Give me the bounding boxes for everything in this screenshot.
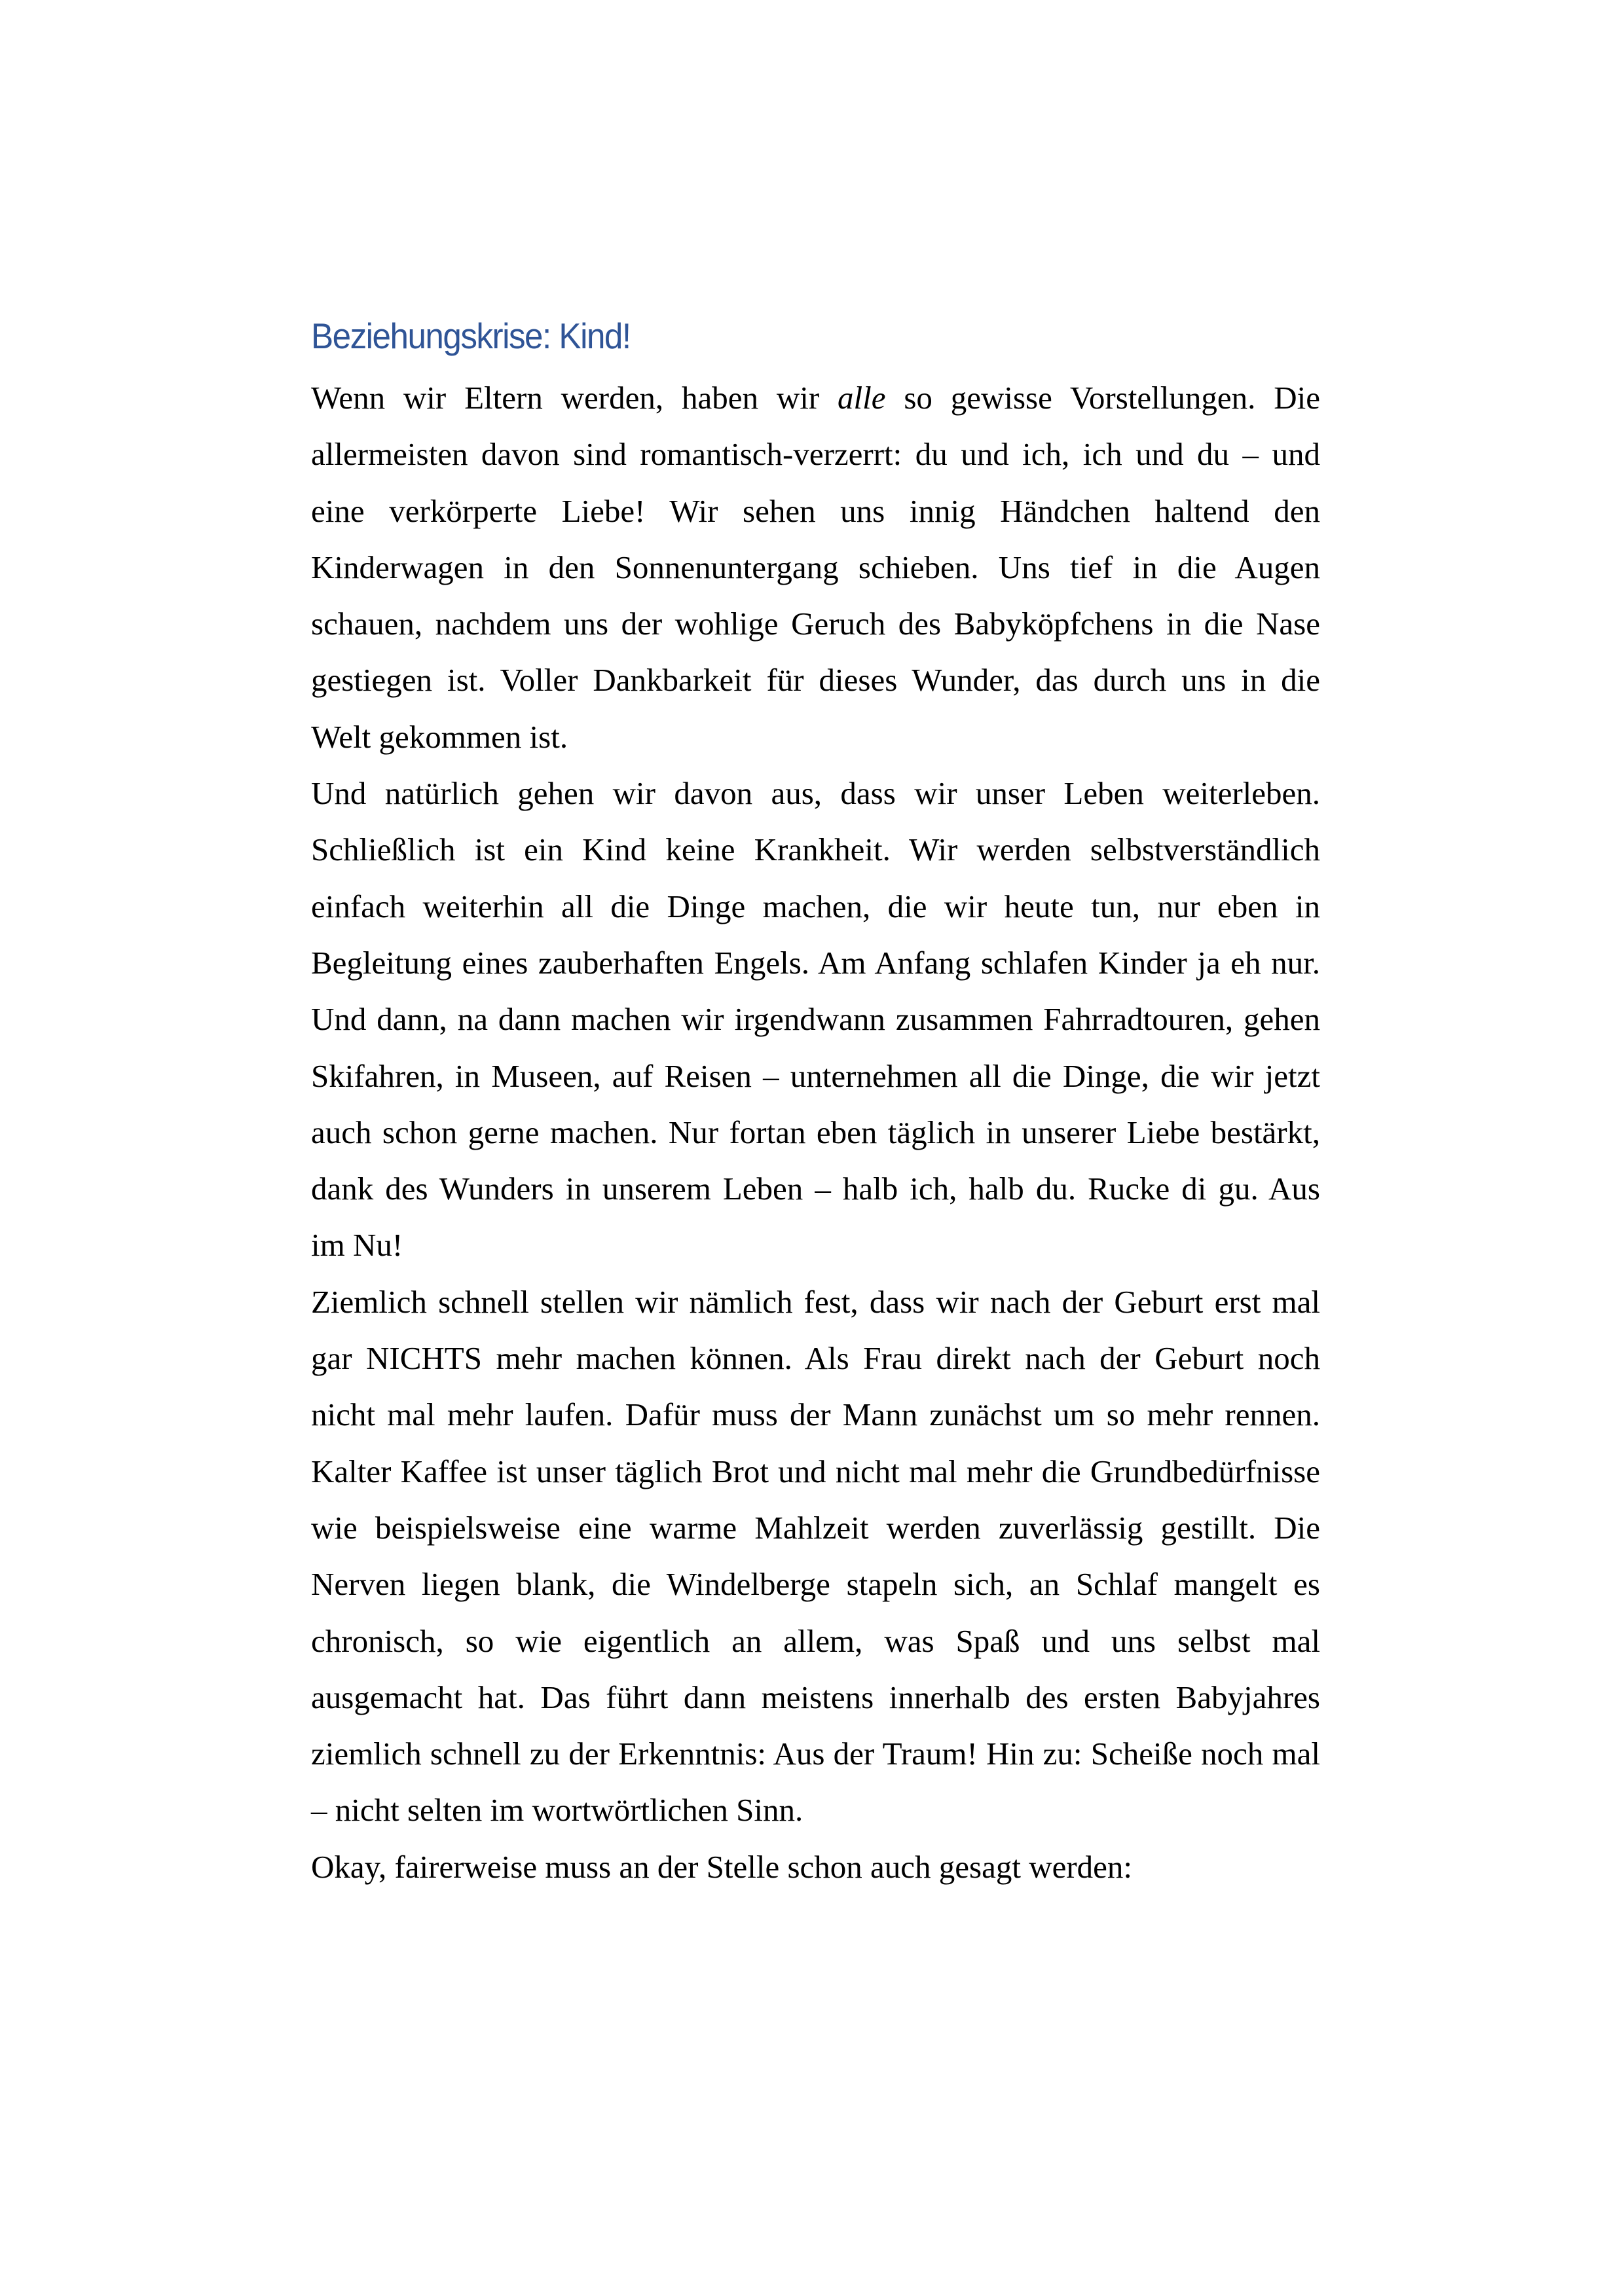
paragraph-2 [311, 765, 1320, 1274]
text-line: gestiegen ist. Voller Dankbarkeit für dieses Wunder, das durch uns in die [311, 662, 1320, 699]
section-heading: Beziehungskrise: Kind! [311, 316, 631, 356]
text-line: Begleitung eines zauberhaften Engels. Am Anfang schlafen Kinder ja eh nur. [311, 944, 1320, 981]
text-line: gar NICHTS mehr machen können. Als Frau direkt nach der Geburt noch [311, 1340, 1320, 1377]
emphasized-word: alle [837, 380, 886, 416]
text-line: Skifahren, in Museen, auf Reisen – unternehmen all die Dinge, die wir jetzt [311, 1057, 1320, 1094]
text-line: dank des Wunders in unserem Leben – halb ich, halb du. Rucke di gu. Aus [311, 1171, 1320, 1207]
text-span: Wenn wir Eltern werden, haben wir [311, 380, 838, 416]
paragraph-1 [311, 370, 1320, 765]
text-line: wie beispielsweise eine warme Mahlzeit werden zuverlässig gestillt. Die [311, 1509, 1320, 1546]
text-line: – nicht selten im wortwörtlichen Sinn. [311, 1792, 803, 1829]
text-line: schauen, nachdem uns der wohlige Geruch des Babyköpfchens in die Nase [311, 606, 1320, 642]
text-line: Schließlich ist ein Kind keine Krankheit. Wir werden selbstverständlich [311, 831, 1320, 868]
paragraph-4 [311, 1839, 1320, 1895]
text-line: eine verkörperte Liebe! Wir sehen uns innig Händchen haltend den [311, 492, 1320, 529]
text-line: chronisch, so wie eigentlich an allem, was Spaß und uns selbst mal [311, 1622, 1320, 1659]
text-line: Nerven liegen blank, die Windelberge stapeln sich, an Schlaf mangelt es [311, 1566, 1320, 1603]
text-line: Okay, fairerweise muss an der Stelle schon auch gesagt werden: [311, 1848, 1133, 1885]
paragraph-3 [311, 1274, 1320, 1839]
page-content [311, 313, 1320, 1895]
text-line: Und natürlich gehen wir davon aus, dass wir unser Leben weiterleben. [311, 775, 1320, 812]
text-span: so gewisse Vorstellungen. Die [885, 380, 1320, 416]
text-line: einfach weiterhin all die Dinge machen, die wir heute tun, nur eben in [311, 888, 1320, 924]
text-line: auch schon gerne machen. Nur fortan eben täglich in unserer Liebe bestärkt, [311, 1114, 1320, 1150]
text-line: Und dann, na dann machen wir irgendwann zusammen Fahrradtouren, gehen [311, 1001, 1320, 1038]
text-line: Ziemlich schnell stellen wir nämlich fest, dass wir nach der Geburt erst mal [311, 1283, 1320, 1320]
text-line: allermeisten davon sind romantisch-verzerrt: du und ich, ich und du – und [311, 436, 1320, 473]
text-line: im Nu! [311, 1227, 403, 1264]
text-line: ziemlich schnell zu der Erkenntnis: Aus der Traum! Hin zu: Scheiße noch mal [311, 1736, 1320, 1772]
text-line: nicht mal mehr laufen. Dafür muss der Mann zunächst um so mehr rennen. [311, 1396, 1320, 1433]
text-line: Welt gekommen ist. [311, 718, 568, 755]
text-line: Kalter Kaffee ist unser täglich Brot und nicht mal mehr die Grundbedürfnisse [311, 1453, 1320, 1489]
text-line: Kinderwagen in den Sonnenuntergang schieben. Uns tief in die Augen [311, 549, 1320, 585]
body-text [311, 370, 1320, 1895]
text-line: ausgemacht hat. Das führt dann meistens innerhalb des ersten Babyjahres [311, 1679, 1320, 1715]
text-line [311, 370, 1320, 426]
